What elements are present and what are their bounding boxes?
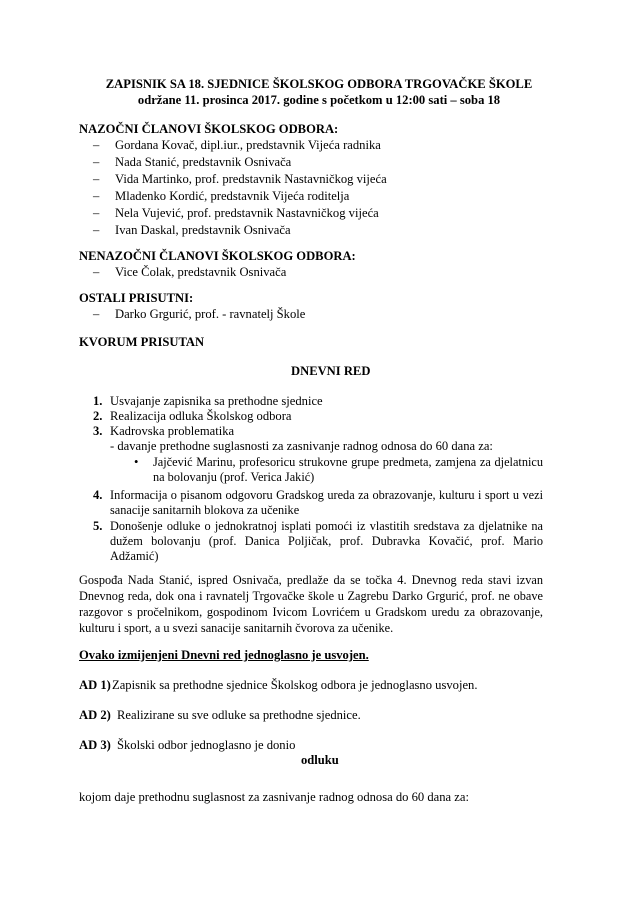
agenda-item: Realizacija odluka Školskog odbora <box>110 409 292 423</box>
decision-word: odluku <box>301 753 339 767</box>
adopted-statement: Ovako izmijenjeni Dnevni red jednoglasno je usvojen. <box>79 648 369 662</box>
absent-heading: NENAZOČNI ČLANOVI ŠKOLSKOG ODBORA: <box>79 249 356 263</box>
dash-bullet: – <box>93 307 100 321</box>
bullet-dot: • <box>134 455 139 469</box>
final-line: kojom daje prethodnu suglasnost za zasnivanje radnog odnosa do 60 dana za: <box>79 790 469 804</box>
agenda-item: Informacija o pisanom odgovoru Gradskog ureda za obrazovanje, kulturu i sport u vezi sanacije sanitarnih blokova za učenike <box>110 488 543 517</box>
agenda-number: 2. <box>93 409 103 423</box>
ad-text: Zapisnik sa prethodne sjednice Školskog odbora je jednoglasno usvojen. <box>112 678 478 692</box>
document-title: ZAPISNIK SA 18. SJEDNICE ŠKOLSKOG ODBORA TRGOVAČKE ŠKOLE <box>105 77 533 91</box>
dash-bullet: – <box>93 138 100 152</box>
member-text: Nada Stanić, predstavnik Osnivača <box>115 155 292 169</box>
ad-text: Školski odbor jednoglasno je donio <box>117 738 296 752</box>
document-subtitle: održane 11. prosinca 2017. godine s početkom u 12:00 sati – soba 18 <box>137 93 501 107</box>
member-text: Vida Martinko, prof. predstavnik Nastavničkog vijeća <box>115 172 387 186</box>
agenda-subitem: - davanje prethodne suglasnosti za zasnivanje radnog odnosa do 60 dana za: <box>110 439 493 453</box>
agenda-item: Kadrovska problematika <box>110 424 235 438</box>
dash-bullet: – <box>93 206 100 220</box>
member-text: Mladenko Kordić, predstavnik Vijeća roditelja <box>115 189 350 203</box>
quorum-label: KVORUM PRISUTAN <box>79 335 205 349</box>
agenda-item: Donošenje odluke o jednokratnoj isplati pomoći iz vlastitih sredstava za djelatnike na dužem bolovanju (prof. Danica Poljičak, prof. Dubravka Kovačić, prof. Mario Adžamić) <box>110 519 543 563</box>
agenda-number: 1. <box>93 394 103 408</box>
ad-label: AD 2) <box>79 708 111 722</box>
present-heading: NAZOČNI ČLANOVI ŠKOLSKOG ODBORA: <box>79 122 339 136</box>
agenda-number: 5. <box>93 519 103 533</box>
others-heading: OSTALI PRISUTNI: <box>79 291 194 305</box>
paragraph: Gospođa Nada Stanić, ispred Osnivača, predlaže da se točka 4. Dnevnog reda stavi izvan Dnevnog reda, dok ona i ravnatelj Trgovačke škole u Zagrebu Darko Grgurić, prof. ne obave razgovor s pročelnikom, gospodinom Ivicom Lovrićem u Gradskom uredu za obrazovanje, kulturu i sport, a u svezi sanacije sanitarnih čvorova za učenike. <box>79 573 543 635</box>
member-text: Ivan Daskal, predstavnik Osnivača <box>115 223 291 237</box>
member-text: Vice Čolak, predstavnik Osnivača <box>115 265 287 279</box>
agenda-number: 3. <box>93 424 103 438</box>
ad-text: Realizirane su sve odluke sa prethodne sjednice. <box>117 708 361 722</box>
member-text: Gordana Kovač, dipl.iur., predstavnik Vijeća radnika <box>115 138 381 152</box>
member-text: Darko Grgurić, prof. - ravnatelj Škole <box>115 307 306 321</box>
member-text: Nela Vujević, prof. predstavnik Nastavničkog vijeća <box>115 206 379 220</box>
ad-label: AD 1) <box>79 678 111 692</box>
agenda-heading: DNEVNI RED <box>291 364 371 378</box>
dash-bullet: – <box>93 223 100 237</box>
dash-bullet: – <box>93 155 100 169</box>
agenda-number: 4. <box>93 488 103 502</box>
agenda-bullet-item: Jajčević Marinu, profesoricu strukovne grupe predmeta, zamjena za djelatnicu na bolovanju (prof. Verica Jakić) <box>153 455 543 484</box>
ad-label: AD 3) <box>79 738 111 752</box>
dash-bullet: – <box>93 189 100 203</box>
agenda-item: Usvajanje zapisnika sa prethodne sjednice <box>110 394 323 408</box>
dash-bullet: – <box>93 265 100 279</box>
dash-bullet: – <box>93 172 100 186</box>
